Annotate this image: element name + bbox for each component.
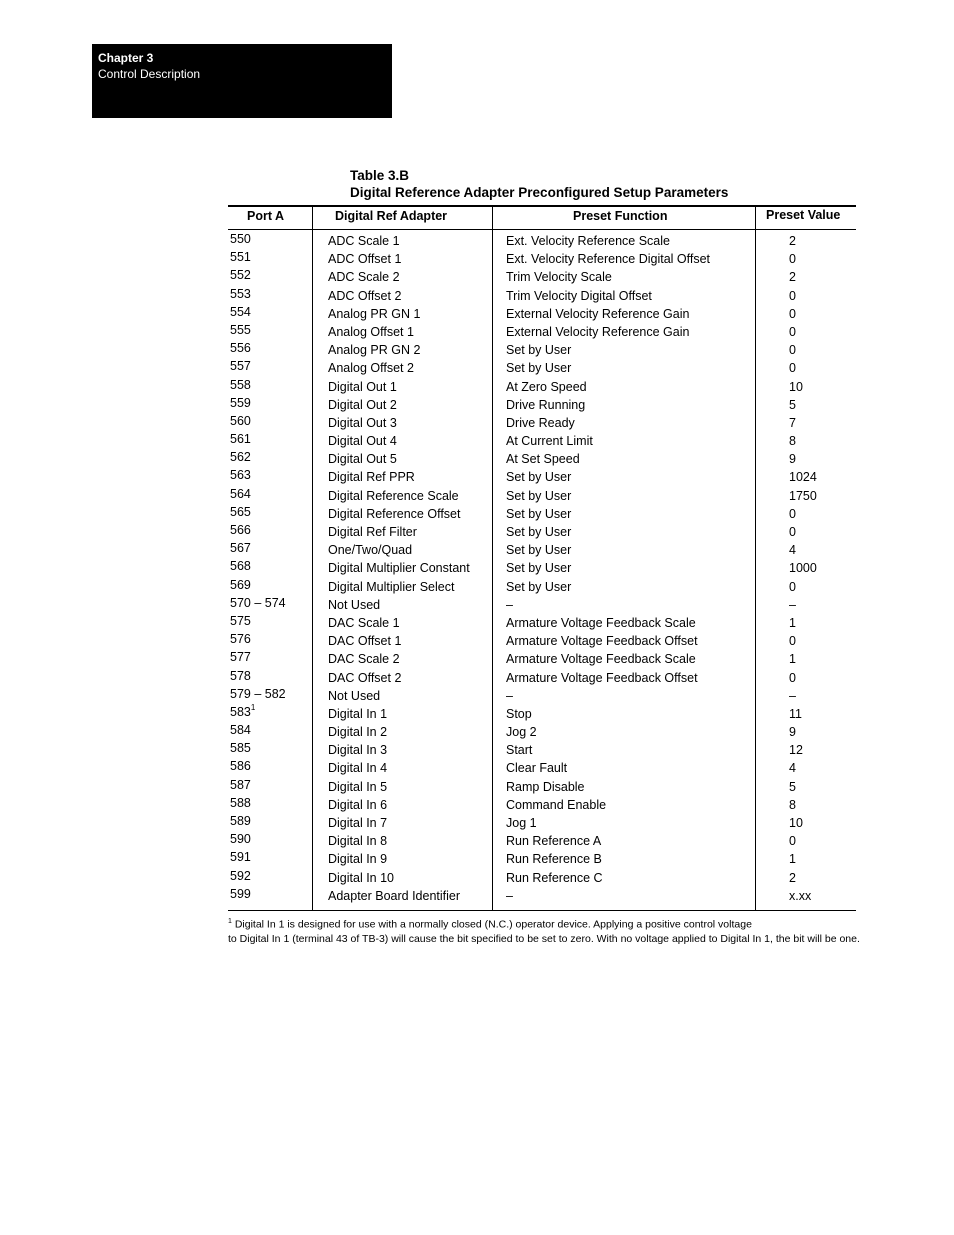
- cell-function: Ext. Velocity Reference Scale: [506, 234, 670, 248]
- cell-value: 1: [789, 652, 796, 667]
- cell-value: 2: [789, 270, 796, 285]
- table-row: [228, 759, 856, 777]
- cell-value: 0: [789, 252, 796, 267]
- cell-port: 591: [230, 850, 251, 865]
- cell-value: 0: [789, 525, 796, 539]
- table-row: [228, 614, 856, 632]
- cell-value: 0: [789, 634, 796, 649]
- section-label: Control Description: [98, 67, 201, 81]
- cell-adapter: Digital Out 5: [328, 452, 397, 467]
- table-row: [228, 359, 856, 377]
- cell-port: 563: [230, 468, 251, 483]
- cell-adapter: Digital In 4: [328, 761, 388, 776]
- cell-port: 569: [230, 577, 251, 592]
- cell-function: Start: [506, 743, 533, 758]
- cell-adapter: Digital Ref Filter: [328, 525, 417, 539]
- cell-adapter: Digital Out 3: [328, 415, 397, 430]
- cell-adapter: Digital Multiplier Constant: [328, 561, 470, 576]
- table-row: [228, 887, 856, 905]
- cell-value: 12: [789, 743, 803, 758]
- cell-function: Armature Voltage Feedback Offset: [506, 634, 698, 649]
- cell-function: Set by User: [506, 470, 572, 485]
- cell-value: 1: [789, 615, 796, 630]
- cell-value: 1000: [789, 561, 817, 576]
- cell-adapter: ADC Scale 2: [328, 270, 400, 285]
- cell-value: 0: [789, 506, 796, 521]
- table-row: [228, 378, 856, 396]
- cell-value: 10: [789, 379, 803, 394]
- cell-value: 4: [789, 761, 796, 776]
- cell-port: 584: [230, 723, 251, 738]
- table-body: [228, 232, 856, 905]
- table-row: [228, 505, 856, 523]
- cell-port: 564: [230, 486, 251, 501]
- cell-function: Armature Voltage Feedback Offset: [506, 670, 698, 685]
- cell-value: 0: [789, 361, 796, 376]
- cell-value: –: [789, 688, 796, 703]
- cell-port: 560: [230, 413, 251, 428]
- cell-function: –: [506, 888, 513, 903]
- cell-port: 585: [230, 741, 251, 756]
- cell-port: 553: [230, 286, 251, 301]
- cell-function: Set by User: [506, 488, 572, 503]
- cell-function: At Current Limit: [506, 434, 593, 449]
- table-bottom-rule: [228, 910, 856, 911]
- cell-function: Run Reference B: [506, 852, 602, 867]
- table-row: [228, 323, 856, 341]
- cell-function: Trim Velocity Digital Offset: [506, 288, 652, 303]
- cell-value: 2: [789, 234, 796, 248]
- cell-port: 586: [230, 759, 251, 774]
- cell-function: Jog 1: [506, 816, 537, 830]
- table-row: [228, 414, 856, 432]
- cell-value: 0: [789, 306, 796, 321]
- cell-function: –: [506, 597, 513, 612]
- cell-value: 10: [789, 816, 803, 830]
- cell-function: At Set Speed: [506, 452, 580, 467]
- cell-function: Command Enable: [506, 797, 607, 812]
- cell-adapter: Not Used: [328, 597, 381, 612]
- cell-adapter: DAC Scale 1: [328, 615, 400, 630]
- cell-value: 2: [789, 870, 796, 885]
- cell-value: 0: [789, 670, 796, 685]
- cell-port: 578: [230, 668, 251, 683]
- cell-function: Ext. Velocity Reference Digital Offset: [506, 252, 711, 267]
- cell-port: 554: [230, 304, 251, 319]
- cell-port: 590: [230, 832, 251, 847]
- cell-adapter: Digital Reference Offset: [328, 506, 461, 521]
- cell-value: 8: [789, 434, 796, 449]
- cell-port: 551: [230, 250, 251, 265]
- cell-port: 567: [230, 541, 251, 556]
- footnote-marker: 1: [228, 918, 232, 925]
- table-row: [228, 305, 856, 323]
- column-header-value: Preset Value: [766, 208, 841, 222]
- cell-adapter: Digital Multiplier Select: [328, 579, 455, 594]
- cell-function: Stop: [506, 706, 532, 721]
- footnote-line-1: Digital In 1 is designed for use with a normally closed (N.C.) operator device. Applying a positive control voltage: [231, 918, 752, 931]
- table-row: [228, 341, 856, 359]
- cell-adapter: Analog Offset 2: [328, 361, 414, 376]
- cell-adapter: Adapter Board Identifier: [328, 888, 461, 903]
- table-row: [228, 559, 856, 577]
- cell-value: 9: [789, 725, 796, 740]
- table-row: [228, 832, 856, 850]
- footnote-reference: 1: [250, 702, 256, 712]
- table-row: [228, 632, 856, 650]
- cell-port: 570 – 574: [230, 595, 286, 610]
- cell-port: 550: [230, 232, 251, 246]
- cell-function: External Velocity Reference Gain: [506, 306, 690, 321]
- cell-adapter: DAC Offset 1: [328, 634, 402, 649]
- table-row: [228, 850, 856, 868]
- cell-value: 9: [789, 452, 796, 467]
- chapter-header: [92, 44, 392, 118]
- cell-value: 5: [789, 779, 796, 794]
- cell-function: Run Reference A: [506, 834, 602, 849]
- cell-value: 11: [789, 706, 802, 721]
- table-row: [228, 450, 856, 468]
- cell-value: –: [789, 597, 796, 612]
- cell-port: 599: [230, 886, 251, 901]
- table-row: [228, 723, 856, 741]
- table-header-rule: [228, 229, 856, 230]
- cell-port: 555: [230, 322, 251, 337]
- cell-adapter: Digital In 5: [328, 779, 388, 794]
- chapter-label: Chapter 3: [98, 51, 154, 65]
- cell-function: Set by User: [506, 579, 572, 594]
- cell-adapter: Digital Ref PPR: [328, 470, 415, 485]
- cell-port: 566: [230, 523, 251, 537]
- cell-port: 589: [230, 814, 251, 828]
- table-row: [228, 523, 856, 541]
- table-caption: [350, 167, 728, 201]
- table-row: [228, 650, 856, 668]
- cell-value: 8: [789, 797, 796, 812]
- cell-function: Drive Ready: [506, 415, 575, 430]
- table-row: [228, 541, 856, 559]
- cell-adapter: Digital In 2: [328, 725, 388, 740]
- cell-value: 0: [789, 324, 796, 339]
- cell-port: 587: [230, 777, 251, 792]
- cell-function: Set by User: [506, 543, 572, 558]
- cell-port: [230, 702, 256, 719]
- cell-value: 0: [789, 579, 796, 594]
- cell-adapter: ADC Offset 2: [328, 288, 402, 303]
- table-row: [228, 268, 856, 286]
- table-footnote: [228, 915, 868, 946]
- table-row: [228, 487, 856, 505]
- cell-adapter: Digital Reference Scale: [328, 488, 459, 503]
- cell-value: 1: [789, 852, 796, 867]
- cell-function: Armature Voltage Feedback Scale: [506, 615, 696, 630]
- cell-port: 558: [230, 377, 251, 392]
- column-header-port: Port A: [247, 209, 285, 223]
- cell-function: –: [506, 688, 513, 703]
- cell-port: 562: [230, 450, 251, 465]
- port-number: 583: [230, 704, 251, 719]
- cell-adapter: Digital Out 1: [328, 379, 397, 394]
- cell-port: 565: [230, 504, 251, 519]
- table-row: [228, 702, 856, 723]
- cell-port: 579 – 582: [230, 686, 286, 701]
- cell-adapter: Digital In 7: [328, 816, 388, 830]
- cell-port: 592: [230, 868, 251, 883]
- cell-value: 7: [789, 415, 796, 430]
- cell-adapter: Digital Out 2: [328, 397, 397, 412]
- footnote-line-2: to Digital In 1 (terminal 43 of TB-3) will cause the bit specified to be set to zero. With no voltage applied to Digital In 1, the bit will be one.: [228, 932, 860, 945]
- table-top-rule: [228, 205, 856, 207]
- table-row: [228, 578, 856, 596]
- table-number: Table 3.B: [350, 168, 410, 183]
- table-row: [228, 814, 856, 832]
- cell-value: 0: [789, 288, 796, 303]
- cell-adapter: ADC Offset 1: [328, 252, 402, 267]
- column-header-adapter: Digital Ref Adapter: [335, 209, 448, 223]
- column-header-function: Preset Function: [573, 209, 668, 223]
- cell-value: 1750: [789, 488, 817, 503]
- cell-value: 1024: [789, 470, 817, 485]
- cell-adapter: Analog Offset 1: [328, 324, 414, 339]
- cell-adapter: Digital In 1: [328, 706, 388, 721]
- cell-function: Ramp Disable: [506, 779, 585, 794]
- cell-adapter: DAC Scale 2: [328, 652, 400, 667]
- table-row: [228, 687, 856, 705]
- cell-function: Clear Fault: [506, 761, 568, 776]
- cell-value: x.xx: [789, 888, 812, 903]
- cell-adapter: Digital In 6: [328, 797, 388, 812]
- cell-port: 557: [230, 359, 251, 374]
- table-row: [228, 468, 856, 486]
- cell-function: Set by User: [506, 525, 572, 539]
- cell-port: 568: [230, 559, 251, 574]
- cell-adapter: Digital In 8: [328, 834, 388, 849]
- cell-value: 0: [789, 834, 796, 849]
- cell-value: 0: [789, 343, 796, 358]
- cell-function: Set by User: [506, 561, 572, 576]
- cell-adapter: Digital In 3: [328, 743, 388, 758]
- cell-value: 5: [789, 397, 796, 412]
- cell-adapter: One/Two/Quad: [328, 543, 413, 558]
- cell-function: Jog 2: [506, 725, 537, 740]
- cell-adapter: Analog PR GN 1: [328, 306, 421, 321]
- cell-adapter: Digital In 9: [328, 852, 388, 867]
- cell-port: 559: [230, 395, 251, 410]
- table-row: [228, 741, 856, 759]
- cell-value: 4: [789, 543, 796, 558]
- table-row: [228, 396, 856, 414]
- table-row: [228, 232, 856, 250]
- cell-adapter: Not Used: [328, 688, 381, 703]
- table-row: [228, 796, 856, 814]
- table-row: [228, 287, 856, 305]
- cell-function: Set by User: [506, 506, 572, 521]
- cell-adapter: Digital In 10: [328, 870, 395, 885]
- cell-adapter: ADC Scale 1: [328, 234, 400, 248]
- table-row: [228, 669, 856, 687]
- cell-adapter: DAC Offset 2: [328, 670, 402, 685]
- cell-port: 576: [230, 632, 251, 647]
- cell-adapter: Digital Out 4: [328, 434, 397, 449]
- cell-function: Drive Running: [506, 397, 586, 412]
- cell-function: Set by User: [506, 361, 572, 376]
- cell-function: At Zero Speed: [506, 379, 587, 394]
- cell-function: External Velocity Reference Gain: [506, 324, 690, 339]
- cell-adapter: Analog PR GN 2: [328, 343, 421, 358]
- cell-port: 556: [230, 341, 251, 356]
- table-row: [228, 778, 856, 796]
- cell-port: 575: [230, 613, 251, 628]
- table-row: [228, 432, 856, 450]
- cell-port: 588: [230, 795, 251, 810]
- cell-function: Armature Voltage Feedback Scale: [506, 652, 696, 667]
- cell-function: Set by User: [506, 343, 572, 358]
- cell-function: Run Reference C: [506, 870, 603, 885]
- cell-port: 577: [230, 650, 251, 665]
- cell-port: 552: [230, 268, 251, 283]
- table-row: [228, 596, 856, 614]
- cell-function: Trim Velocity Scale: [506, 270, 612, 285]
- cell-port: 561: [230, 432, 251, 447]
- table-row: [228, 250, 856, 268]
- table-row: [228, 869, 856, 887]
- table-title: Digital Reference Adapter Preconfigured Setup Parameters: [350, 185, 729, 200]
